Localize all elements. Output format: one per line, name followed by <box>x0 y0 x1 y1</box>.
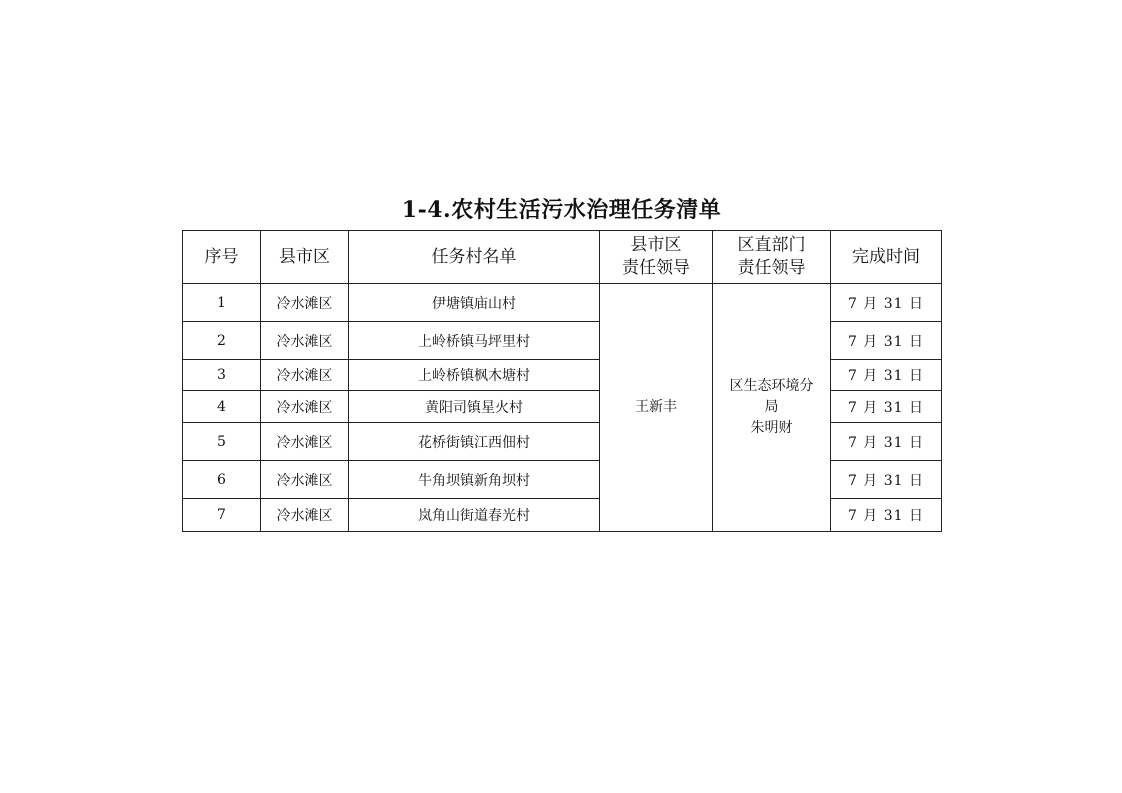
table-header-row <box>183 231 942 284</box>
cell-county: 冷水滩区 <box>261 284 349 322</box>
cell-county-leader: 王新丰 <box>600 284 713 532</box>
dept-leader-line1: 区生态环境分 <box>729 378 814 394</box>
dept-leader-line3: 朱明财 <box>750 420 793 436</box>
cell-deadline: 7 月 31 日 <box>831 499 942 532</box>
cell-county: 冷水滩区 <box>261 461 349 499</box>
cell-deadline: 7 月 31 日 <box>831 284 942 322</box>
cell-deadline: 7 月 31 日 <box>831 391 942 423</box>
cell-deadline: 7 月 31 日 <box>831 360 942 391</box>
header-county: 县市区 <box>261 231 349 284</box>
cell-village: 伊塘镇庙山村 <box>349 284 600 322</box>
cell-seq: 5 <box>183 423 261 461</box>
cell-village: 上岭桥镇枫木塘村 <box>349 360 600 391</box>
cell-county: 冷水滩区 <box>261 391 349 423</box>
cell-deadline: 7 月 31 日 <box>831 461 942 499</box>
header-seq: 序号 <box>183 231 261 284</box>
cell-village: 岚角山街道春光村 <box>349 499 600 532</box>
cell-seq: 1 <box>183 284 261 322</box>
cell-county: 冷水滩区 <box>261 322 349 360</box>
header-dept-leader-line2: 责任领导 <box>737 258 806 278</box>
cell-county: 冷水滩区 <box>261 360 349 391</box>
cell-village: 牛角坝镇新角坝村 <box>349 461 600 499</box>
header-county-leader-line2: 责任领导 <box>622 258 690 278</box>
cell-deadline: 7 月 31 日 <box>831 423 942 461</box>
cell-seq: 4 <box>183 391 261 423</box>
cell-village: 花桥街镇江西佃村 <box>349 423 600 461</box>
cell-village: 黄阳司镇星火村 <box>349 391 600 423</box>
header-dept-leader-line1: 区直部门 <box>737 235 806 255</box>
table-row <box>183 284 942 322</box>
cell-county: 冷水滩区 <box>261 499 349 532</box>
header-dept-leader <box>713 231 831 284</box>
cell-deadline: 7 月 31 日 <box>831 322 942 360</box>
cell-seq: 3 <box>183 360 261 391</box>
header-deadline: 完成时间 <box>831 231 942 284</box>
cell-village: 上岭桥镇马坪里村 <box>349 322 600 360</box>
cell-seq: 7 <box>183 499 261 532</box>
task-table <box>182 230 942 532</box>
dept-leader-line2: 局 <box>764 399 779 415</box>
header-county-leader-line1: 县市区 <box>630 235 682 255</box>
cell-seq: 2 <box>183 322 261 360</box>
cell-seq: 6 <box>183 461 261 499</box>
cell-dept-leader <box>713 284 831 532</box>
cell-county: 冷水滩区 <box>261 423 349 461</box>
page-title: 1-4.农村生活污水治理任务清单 <box>401 197 722 223</box>
header-county-leader <box>600 231 713 284</box>
header-village: 任务村名单 <box>349 231 600 284</box>
